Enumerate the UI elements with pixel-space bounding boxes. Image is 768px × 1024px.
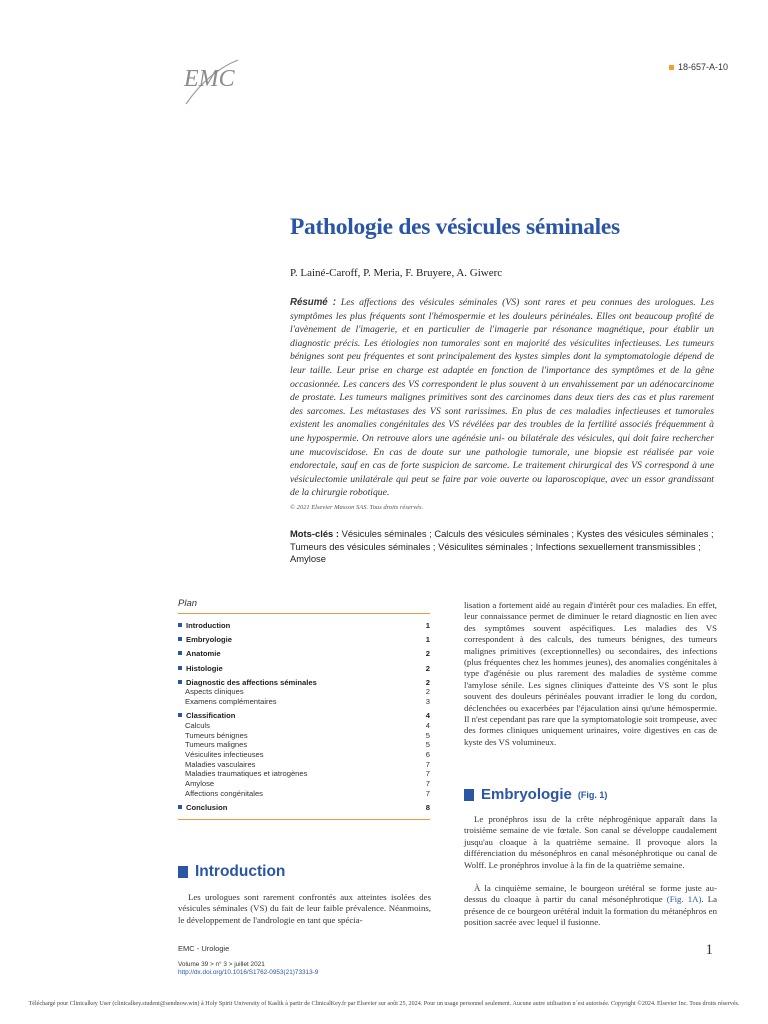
toc-label-text: Embryologie [186,635,232,645]
toc-subitem[interactable] [178,721,430,731]
toc-label-text: Conclusion [186,803,228,812]
plan-title: Plan [178,598,430,614]
toc-item[interactable] [178,803,430,813]
code-marker-icon [669,65,674,70]
toc-label [185,740,247,750]
toc-item[interactable] [178,649,430,659]
volume-info: Volume 39 > n° 3 > juillet 2021 [178,961,265,968]
article-code [669,62,728,72]
keywords-text: Vésicules séminales ; Calculs des vésicules séminales ; Kystes des vésicules séminales ; Tumeurs des vésicules séminales ; Vésiculites séminales ; Infections sexuellement transmissibles ; Amylose [290,528,714,565]
toc-page-number: 8 [425,803,430,812]
toc-label [178,649,221,659]
figure-1a-link[interactable]: (Fig. 1A) [666,894,702,905]
abstract-text: Les affections des vésicules séminales (VS) sont rares et peu connues des urologues. Les symptômes les plus fréquents sont l'hémospermie et les douleurs périnéales. Elles ont beaucoup profité de l'avènement de l'imagerie, et en particulier de l'imagerie par résonance magnétique, pour établir un diagnostic précis. Les étiologies non tumorales sont en majorité des vésiculites infectieuses. Les tumeurs bénignes sont peu fréquentes et sont principalement des kystes simples dont la symptomatologie dépend de leur taille. Leur prise en charge est adaptée en fonction de l'importance des symptômes et de la gêne occasionnée. Les cancers des VS correspondent le plus souvent à un envahissement par un adénocarcinome de prostate. Les tumeurs malignes primitives sont des carcinomes dans deux tiers des cas et plus rarement des sarcomes. Les métastases des VS sont rarissimes. En plus de ces maladies infectieuses et tumorales existent les anomalies congénitales des VS révélées par des troubles de la fertilité associés fréquemment à une hypospermie. On retrouve alors une agénésie uni- ou bilatérale des vésicules, qui doit faire rechercher une mucoviscidose. En cas de doute sur une pathologie tumorale, une biopsie est réalisée par voie endorectale, sauf en cas de forte suspicion de sarcome. Le traitement chirurgical des VS correspond à une vésiculectomie unilatérale qui peut se faire par voie ouverte ou laparoscopique, avec un essor grandissant de la chirurgie robotique. [290,297,715,499]
toc-page-number: 7 [425,759,430,769]
download-notice: Téléchargé pour Clinicalkey User (clinicalkey.student@sendnow.win) à Holy Spirit University of Kaslik à partir de ClinicalKey.fr par Elsevier sur août 25, 2024. Pour un usage personnel seulement. Aucune autre utilisation n´est autorisée. Copyright ©2024. Elsevier Inc. Tous droits réservés. [28,1001,740,1007]
doi-link[interactable]: http://dx.doi.org/10.1016/S1762-0953(21)73313-9 [178,969,319,976]
toc-subitem[interactable] [178,740,430,750]
heading-square-icon [464,789,474,801]
toc-bullet-icon [178,623,182,627]
toc-label [178,664,223,674]
toc-subitem[interactable] [178,760,430,770]
toc-page-number: 5 [425,730,430,740]
toc-label [178,803,227,813]
toc-label [185,721,210,731]
toc-label-text: Classification [186,711,236,721]
toc-label [185,697,277,707]
toc-page-number: 1 [425,635,430,645]
toc-page-number: 5 [425,740,430,750]
embryologie-paragraph-2 [464,883,717,929]
toc-label-text: Maladies vasculaires [185,759,256,769]
toc-page-number: 7 [425,788,430,798]
journal-name: EMC - Urologie [178,944,230,953]
toc-item[interactable] [178,664,430,674]
toc-page-number: 2 [425,687,430,697]
embryologie-paragraph-1: Le pronéphros issu de la crête néphrogénique apparaît dans la troisième semaine de vie fœtale. Son canal se développe caudalement jusqu'au cloaque à la quatrième semaine. Il provoque alors la différenciation du mésonéphros en canal mésonéphrotique ou canal de Wolff. Le pronéphros involue à la fin de la quatrième semaine. [464,814,717,870]
toc-label-text: Tumeurs malignes [185,740,248,750]
toc-label [185,687,244,697]
toc-label-text: Calculs [185,721,210,730]
toc-subitem[interactable] [178,789,430,799]
toc-subitem[interactable] [178,687,430,697]
toc-label-text: Vésiculites infectieuses [185,750,264,760]
toc-page-number: 2 [425,663,430,673]
toc-label [178,621,230,631]
abstract-label: Résumé : [290,297,337,308]
toc-subitem[interactable] [178,697,430,707]
toc-label-text: Diagnostic des affections séminales [186,677,317,687]
toc-label [185,779,214,789]
toc-label [185,731,248,741]
toc-label [185,789,263,799]
introduction-heading[interactable] [178,863,285,881]
introduction-heading-text: Introduction [195,863,286,880]
right-column-paragraph: lisation a fortement aidé au regain d'intérêt pour ces maladies. En effet, leur connaissance permet de diminuer le retard diagnostic en lien avec des symptômes souvent aspécifiques. Les maladies des VS correspondent à des calculs, des tumeurs bénignes, des tumeurs malignes primitives (exceptionnelles) ou secondaires, des infections (plus fréquentes chez les hommes jeunes), des anomalies congénitales à type d'agénésie ou plus rarement des maladies de système comme l'amylose sénile. Les signes cliniques d'atteinte des VS sont le plus souvent des douleurs périnéales pouvant irradier le long du cordon, déclenchées ou exacerbées par l'éjaculation ainsi qu'une hémospermie. Il n'est cependant pas rare que la symptomatologie soit trompeuse, avec des formes cliniques uniquement urinaires, voire digestives en cas de kyste des VS volumineux. [464,600,717,747]
abstract [290,296,714,500]
plan-box [178,598,430,820]
plan-list [178,621,430,820]
toc-subitem[interactable] [178,731,430,741]
toc-item[interactable] [178,621,430,631]
introduction-paragraph: Les urologues sont rarement confrontés aux atteintes isolées des vésicules séminales (VS) du fait de leur faible prévalence. Néanmoins, le développement de l'andrologie en tant que spécia- [178,892,431,925]
toc-page-number: 7 [425,779,430,789]
embryologie-heading-text: Embryologie [481,786,572,803]
toc-label-text: Tumeurs bénignes [185,730,248,740]
toc-bullet-icon [178,713,182,717]
toc-label-text: Amylose [185,779,215,789]
toc-bullet-icon [178,651,182,655]
toc-page-number: 2 [425,649,430,659]
toc-item[interactable] [178,711,430,721]
toc-page-number: 4 [425,711,430,721]
toc-label [178,635,232,645]
toc-bullet-icon [178,637,182,641]
page-number: 1 [705,942,713,958]
heading-square-icon [178,866,188,878]
emc-logo [178,52,240,110]
toc-bullet-icon [178,666,182,670]
toc-label-text: Introduction [186,621,231,630]
toc-label [185,769,307,779]
toc-page-number: 7 [425,769,430,779]
toc-item[interactable] [178,635,430,645]
toc-label-text: Anatomie [186,649,221,659]
toc-bullet-icon [178,680,182,684]
toc-label-text: Maladies traumatiques et iatrogènes [185,769,308,779]
toc-subitem[interactable] [178,769,430,779]
toc-item[interactable] [178,678,430,688]
embryo-text-a: À la cinquième semaine, le bourgeon urétéral se forme juste au-dessus du cloaque à partir du canal mésonéphrotique [464,883,717,905]
keywords [290,528,730,566]
toc-page-number: 4 [425,721,430,730]
toc-label [178,678,317,688]
toc-label-text: Affections congénitales [185,788,263,798]
toc-page-number: 2 [425,677,430,687]
toc-label-text: Aspects cliniques [185,687,244,697]
toc-subitem[interactable] [178,779,430,789]
toc-subitem[interactable] [178,750,430,760]
toc-bullet-icon [178,805,182,809]
article-code-text: 18-657-A-10 [677,62,728,72]
toc-page-number: 6 [425,750,430,760]
embryo-text-b: . La présence de ce bourgeon urétéral induit la formation du métanéphros en position sacrée avec lequel il fusionne. [464,894,717,928]
authors: P. Lainé-Caroff, P. Meria, F. Bruyere, A. Giwerc [290,267,503,279]
figure-link[interactable]: (Fig. 1) [577,789,608,800]
keywords-label: Mots-clés : [290,528,339,539]
toc-label-text: Histologie [186,663,223,673]
toc-page-number: 1 [425,621,430,630]
toc-label [185,760,255,770]
toc-page-number: 3 [425,697,430,707]
embryologie-heading[interactable] [464,786,607,803]
toc-label-text: Examens complémentaires [185,697,277,707]
toc-label [178,711,235,721]
article-title: Pathologie des vésicules séminales [290,214,620,240]
toc-label [185,750,264,760]
copyright: © 2021 Elsevier Masson SAS. Tous droits réservés. [290,504,424,511]
emc-logo-text: EMC [184,66,235,92]
